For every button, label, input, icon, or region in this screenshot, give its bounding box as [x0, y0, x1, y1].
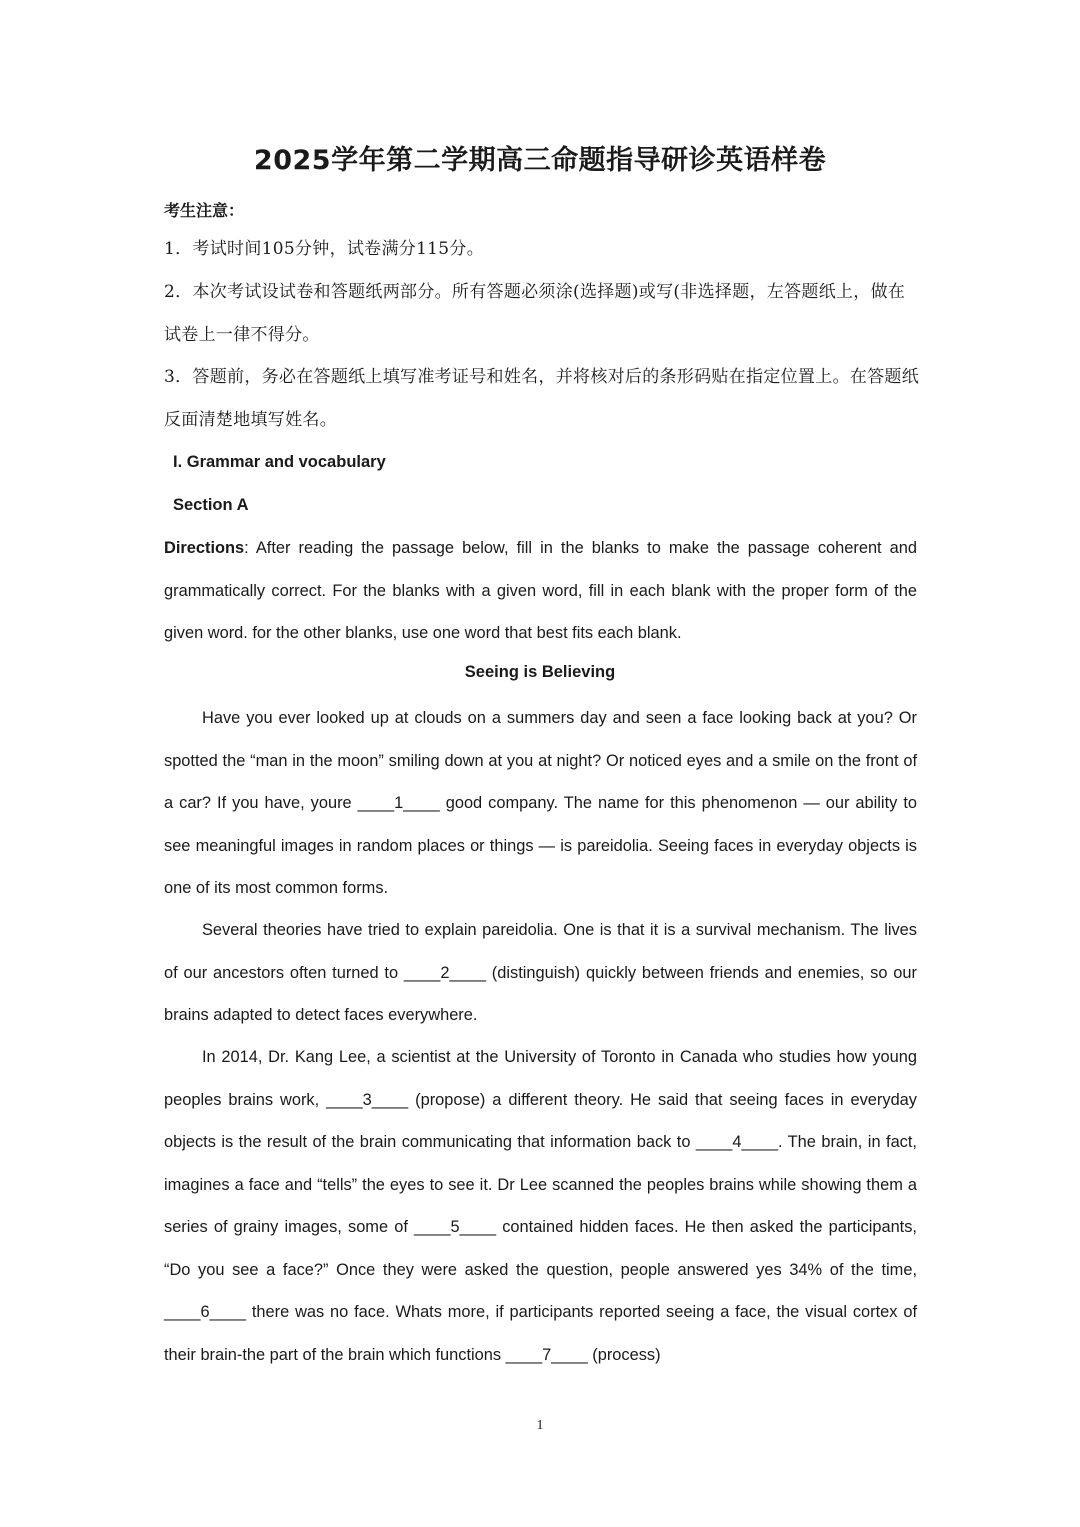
- passage-title: Seeing is Believing: [464, 663, 616, 681]
- directions-text: : After reading the passage below, fill in the blanks to make the passage coherent and grammatically correct. For the blanks with a given word, fill in each blank with the proper form of the given word. for the other blanks, use one word that best fits each blank.: [164, 539, 917, 642]
- passage-paragraph-1: Have you ever looked up at clouds on a summers day and seen a face looking back at you? Or spotted the “man in the moon” smiling down at you at night? Or noticed eyes and a smile on the front of a car? If you have, youre ____1____ good company. The name for this phenomenon — our ability to see meaningful images in random places or things — is pareidolia. Seeing faces in everyday objects is one of its most common forms.: [164, 709, 917, 897]
- passage-paragraph-2: Several theories have tried to explain pareidolia. One is that it is a survival mechanism. The lives of our ancestors often turned to ____2____ (distinguish) quickly between friends and enemies, so our brains adapted to detect faces everywhere.: [164, 921, 917, 1024]
- notice-item-1: 1．考试时间105分钟，试卷满分115分。: [164, 239, 485, 259]
- directions-label: Directions: [164, 539, 245, 557]
- section-heading: Section A: [173, 496, 249, 514]
- passage-paragraph-3: In 2014, Dr. Kang Lee, a scientist at the University of Toronto in Canada who studies how young peoples brains work, ____3____ (propose) a different theory. He said that seeing faces in everyday objects is the result of the brain communicating that information back to ____4____. The brain, in fact, imagines a face and “tells” the eyes to see it. Dr Lee scanned the peoples brains while showing them a series of grainy images, some of ____5____ contained hidden faces. He then asked the participants, “Do you see a face?” Once they were asked the question, people answered yes 34% of the time, ____6____ there was no face. Whats more, if participants reported seeing a face, the visual cortex of their brain-the part of the brain which functions ____7____ (process): [164, 1048, 917, 1364]
- page-title: 2025学年第二学期高三命题指导研诊英语样卷: [253, 145, 827, 176]
- part-heading: I. Grammar and vocabulary: [173, 453, 386, 471]
- notice-item-3: 3．答题前，务必在答题纸上填写准考证号和姓名，并将核对后的条形码贴在指定位置上。在答题纸反面清楚地填写姓名。: [164, 367, 920, 430]
- page-number: 1: [536, 1418, 544, 1433]
- directions: [164, 527, 917, 655]
- notice-item-2: 2．本次考试设试卷和答题纸两部分。所有答题必须涂(选择题)或写(非选择题，左答题纸上，做在试卷上一律不得分。: [164, 282, 906, 345]
- notice-heading: 考生注意：: [164, 201, 245, 220]
